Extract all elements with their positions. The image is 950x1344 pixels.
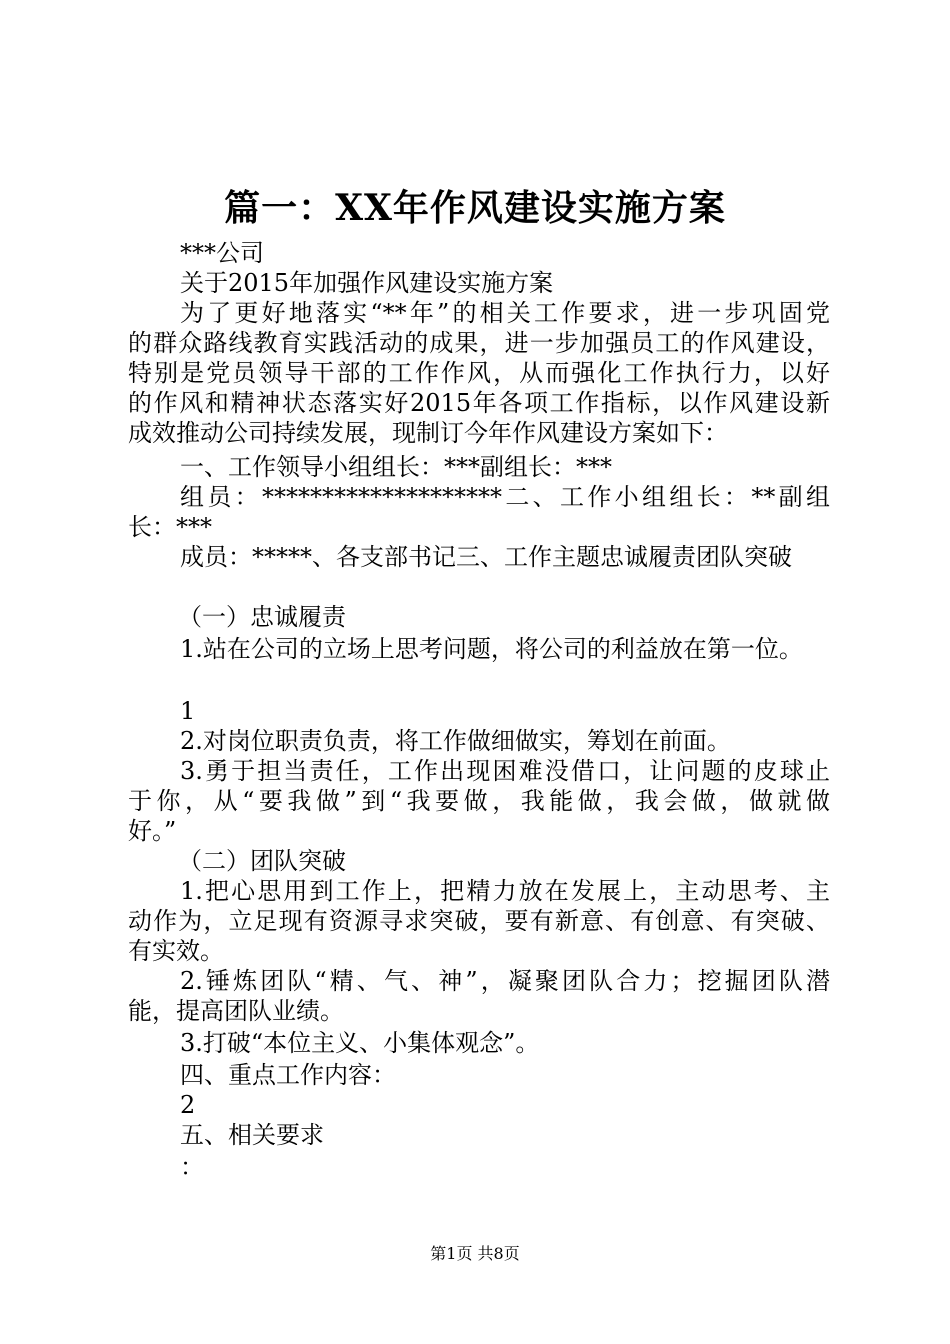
paragraph-line: 有实效。: [128, 937, 224, 965]
page-number-marker: 1: [180, 697, 196, 725]
company-line: ***公司: [180, 239, 264, 267]
paragraph-line: 组员：********************二、工作小组组长：**副组: [180, 483, 830, 511]
list-item: 2.锤炼团队“精、气、神”，凝聚团队合力；挖掘团队潜: [180, 967, 830, 995]
section-heading-5: 五、相关要求: [180, 1121, 324, 1149]
paragraph-line: 成员：*****、各支部书记三、工作主题忠诚履责团队突破: [180, 543, 792, 571]
paragraph-line: 成效推动公司持续发展，现制订今年作风建设方案如下：: [128, 419, 728, 447]
subtitle-line: 关于2015年加强作风建设实施方案: [180, 269, 554, 297]
paragraph-line: 好。”: [128, 817, 177, 845]
paragraph-line: 于你，从“要我做”到“我要做，我能做，我会做，做就做: [128, 787, 830, 815]
subsection-heading: （二）团队突破: [178, 847, 346, 875]
page-number-marker: 2: [180, 1091, 196, 1119]
list-item: 3.打破“本位主义、小集体观念”。: [180, 1029, 540, 1057]
subsection-heading: （一）忠诚履责: [178, 603, 346, 631]
page-footer: 第1页 共8页: [430, 1244, 520, 1263]
paragraph-line: 的群众路线教育实践活动的成果，进一步加强员工的作风建设，: [128, 329, 830, 357]
paragraph-line: 能，提高团队业绩。: [128, 997, 344, 1025]
list-item: 1.站在公司的立场上思考问题，将公司的利益放在第一位。: [180, 635, 803, 663]
list-item: 3.勇于担当责任，工作出现困难没借口，让问题的皮球止: [180, 757, 830, 785]
paragraph-line: 长：***: [128, 513, 212, 541]
list-item: 1.把心思用到工作上，把精力放在发展上，主动思考、主: [180, 877, 830, 905]
paragraph-line: 特别是党员领导干部的工作作风，从而强化工作执行力，以好: [128, 359, 830, 387]
paragraph-line: 动作为，立足现有资源寻求突破，要有新意、有创意、有突破、: [128, 907, 830, 935]
paragraph-line: ：: [180, 1153, 204, 1181]
document-title: 篇一：XX年作风建设实施方案: [224, 187, 726, 229]
paragraph-line: 为了更好地落实“**年”的相关工作要求，进一步巩固党: [180, 299, 830, 327]
section-heading-1: 一、工作领导小组组长：***副组长：***: [180, 453, 612, 481]
list-item: 2.对岗位职责负责，将工作做细做实，筹划在前面。: [180, 727, 731, 755]
paragraph-line: 的作风和精神状态落实好2015年各项工作指标，以作风建设新: [128, 389, 830, 417]
section-heading-4: 四、重点工作内容：: [180, 1061, 396, 1089]
